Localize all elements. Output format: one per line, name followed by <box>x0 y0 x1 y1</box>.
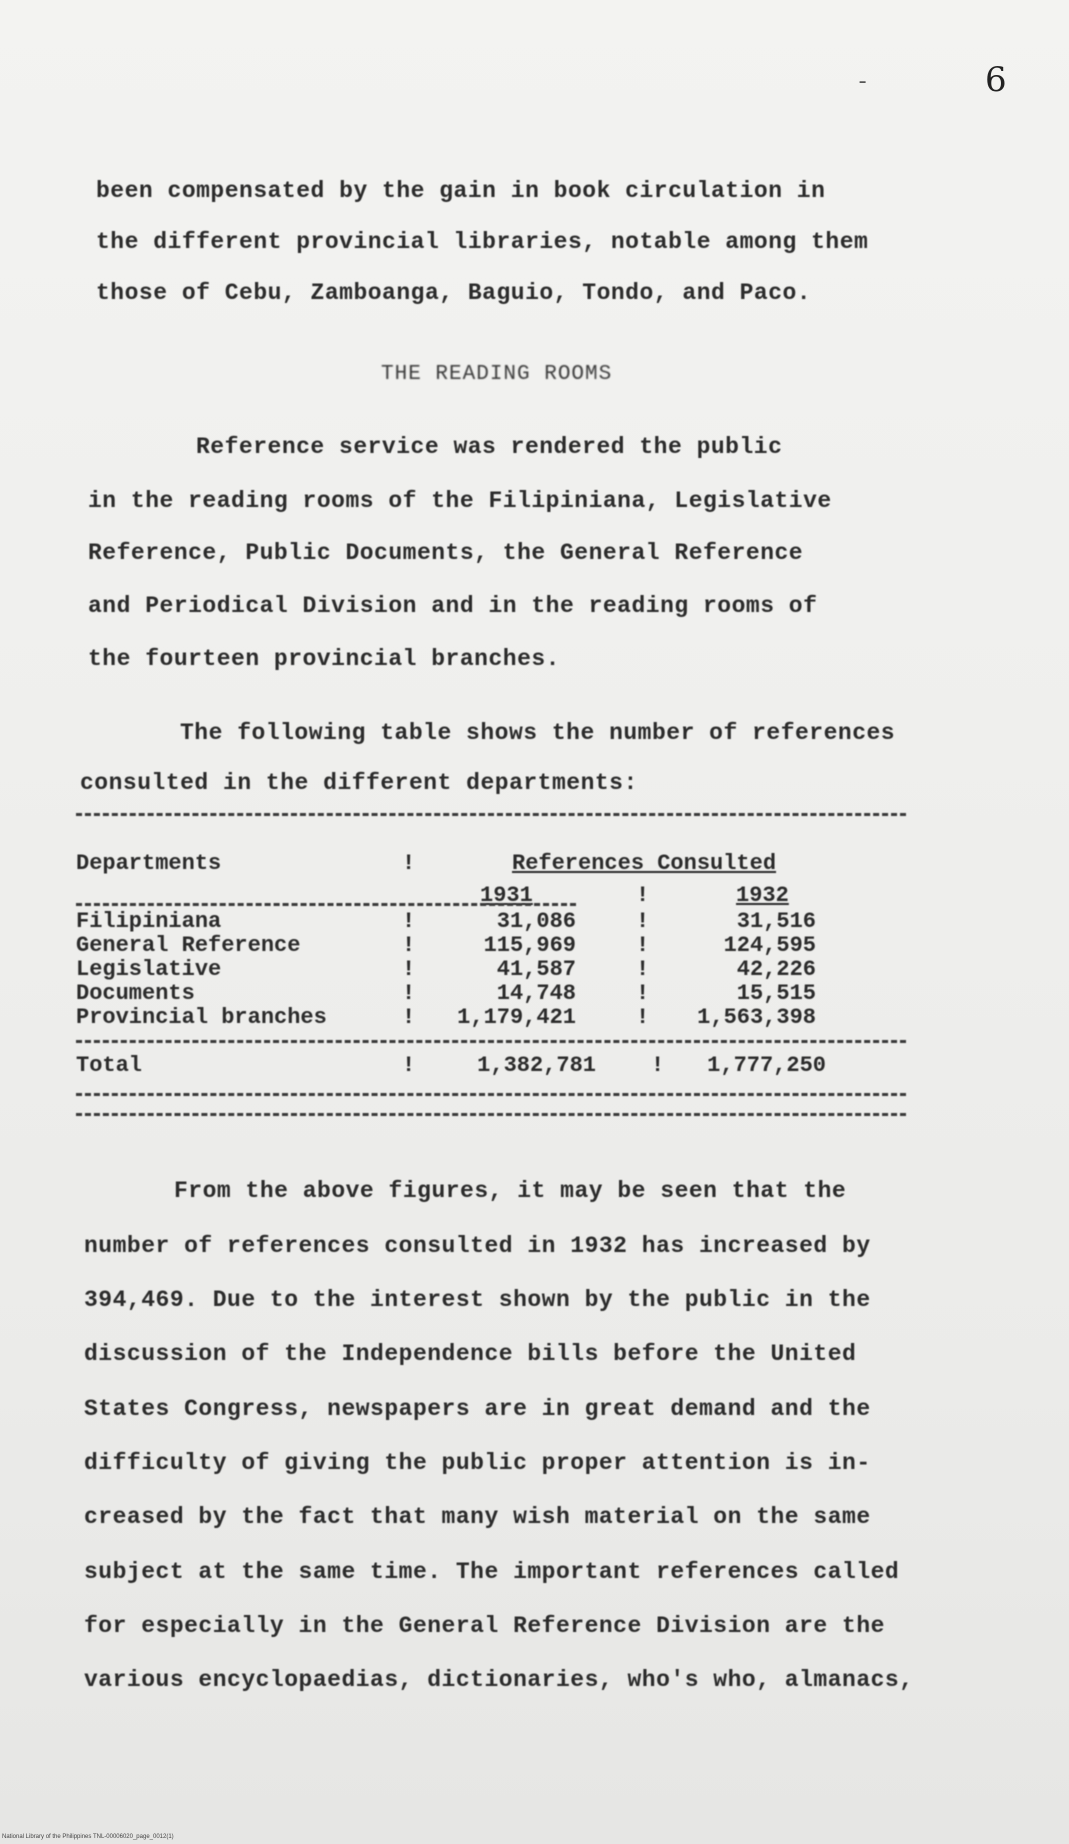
text-line: States Congress, newspapers are in great demand and the <box>84 1396 871 1422</box>
text-line: difficulty of giving the public proper attention is in- <box>84 1450 871 1476</box>
text-line: number of references consulted in 1932 has increased by <box>84 1233 871 1259</box>
table-rule-top <box>76 813 906 816</box>
column-separator: ! <box>402 957 416 982</box>
table-rule-total <box>76 1040 906 1043</box>
text-line: and Periodical Division and in the reading rooms of <box>88 593 818 619</box>
column-separator: ! <box>402 909 416 934</box>
row-department: Documents <box>76 981 195 1006</box>
row-value-1932: 124,595 <box>723 933 816 958</box>
text-line: subject at the same time. The important references called <box>84 1559 900 1585</box>
text-line: been compensated by the gain in book circulation in <box>96 178 826 204</box>
row-department: Legislative <box>76 957 222 982</box>
row-value-1932: 15,515 <box>736 981 816 1006</box>
row-value-1931: 14,748 <box>496 981 576 1006</box>
column-separator: ! <box>636 957 650 982</box>
text-line: in the reading rooms of the Filipiniana, Legislative <box>88 488 832 514</box>
row-value-1932: 31,516 <box>736 909 816 934</box>
column-separator: ! <box>402 981 416 1006</box>
text-line: Reference service was rendered the public <box>196 434 783 460</box>
table-rule-header <box>76 903 576 906</box>
references-table <box>76 813 906 1143</box>
text-line: various encyclopaedias, dictionaries, who's who, almanacs, <box>84 1667 914 1693</box>
column-separator: ! <box>402 851 416 876</box>
text-line: 394,469. Due to the interest shown by the public in the <box>84 1287 871 1313</box>
text-line: the different provincial libraries, notable among them <box>96 229 869 255</box>
column-separator: ! <box>636 933 650 958</box>
row-value-1931: 41,587 <box>496 957 576 982</box>
text-line: From the above figures, it may be seen that the <box>174 1178 847 1204</box>
text-line: discussion of the Independence bills before the United <box>84 1341 857 1367</box>
archive-footer: National Library of the Philippines TNL-00006020_page_0012(1) <box>2 1834 174 1840</box>
column-header-1931: 1931 <box>480 883 533 908</box>
column-separator: ! <box>636 1005 650 1030</box>
column-separator: ! <box>636 883 650 908</box>
column-header-1932: 1932 <box>736 883 789 908</box>
total-label: Total <box>76 1053 143 1078</box>
row-department: General Reference <box>76 933 301 958</box>
section-heading: THE READING ROOMS <box>381 363 613 386</box>
row-department: Filipiniana <box>76 909 222 934</box>
column-separator: ! <box>402 933 416 958</box>
text-line: consulted in the different departments: <box>80 770 638 796</box>
row-value-1931: 1,179,421 <box>457 1005 576 1030</box>
row-value-1931: 115,969 <box>483 933 576 958</box>
row-value-1932: 1,563,398 <box>697 1005 816 1030</box>
column-separator: ! <box>651 1053 665 1078</box>
row-department: Provincial branches <box>76 1005 327 1030</box>
page-mark: - <box>856 70 870 95</box>
column-separator: ! <box>636 909 650 934</box>
row-value-1932: 42,226 <box>736 957 816 982</box>
table-rule-bottom-2 <box>76 1113 906 1116</box>
total-value-1932: 1,777,250 <box>707 1053 826 1078</box>
text-line: creased by the fact that many wish material on the same <box>84 1504 871 1530</box>
row-value-1931: 31,086 <box>496 909 576 934</box>
total-value-1931: 1,382,781 <box>477 1053 596 1078</box>
text-line: Reference, Public Documents, the General Reference <box>88 540 804 566</box>
text-line: for especially in the General Reference Division are the <box>84 1613 885 1639</box>
page-number: 6 <box>985 60 1007 100</box>
column-header-departments: Departments <box>76 851 222 876</box>
text-line: those of Cebu, Zamboanga, Baguio, Tondo, and Paco. <box>96 280 812 306</box>
text-line: The following table shows the number of references <box>180 720 896 746</box>
column-separator: ! <box>636 981 650 1006</box>
column-separator: ! <box>402 1053 416 1078</box>
column-separator: ! <box>402 1005 416 1030</box>
column-header-references-consulted: References Consulted <box>512 851 777 876</box>
text-line: the fourteen provincial branches. <box>88 646 560 672</box>
table-rule-bottom-1 <box>76 1093 906 1096</box>
